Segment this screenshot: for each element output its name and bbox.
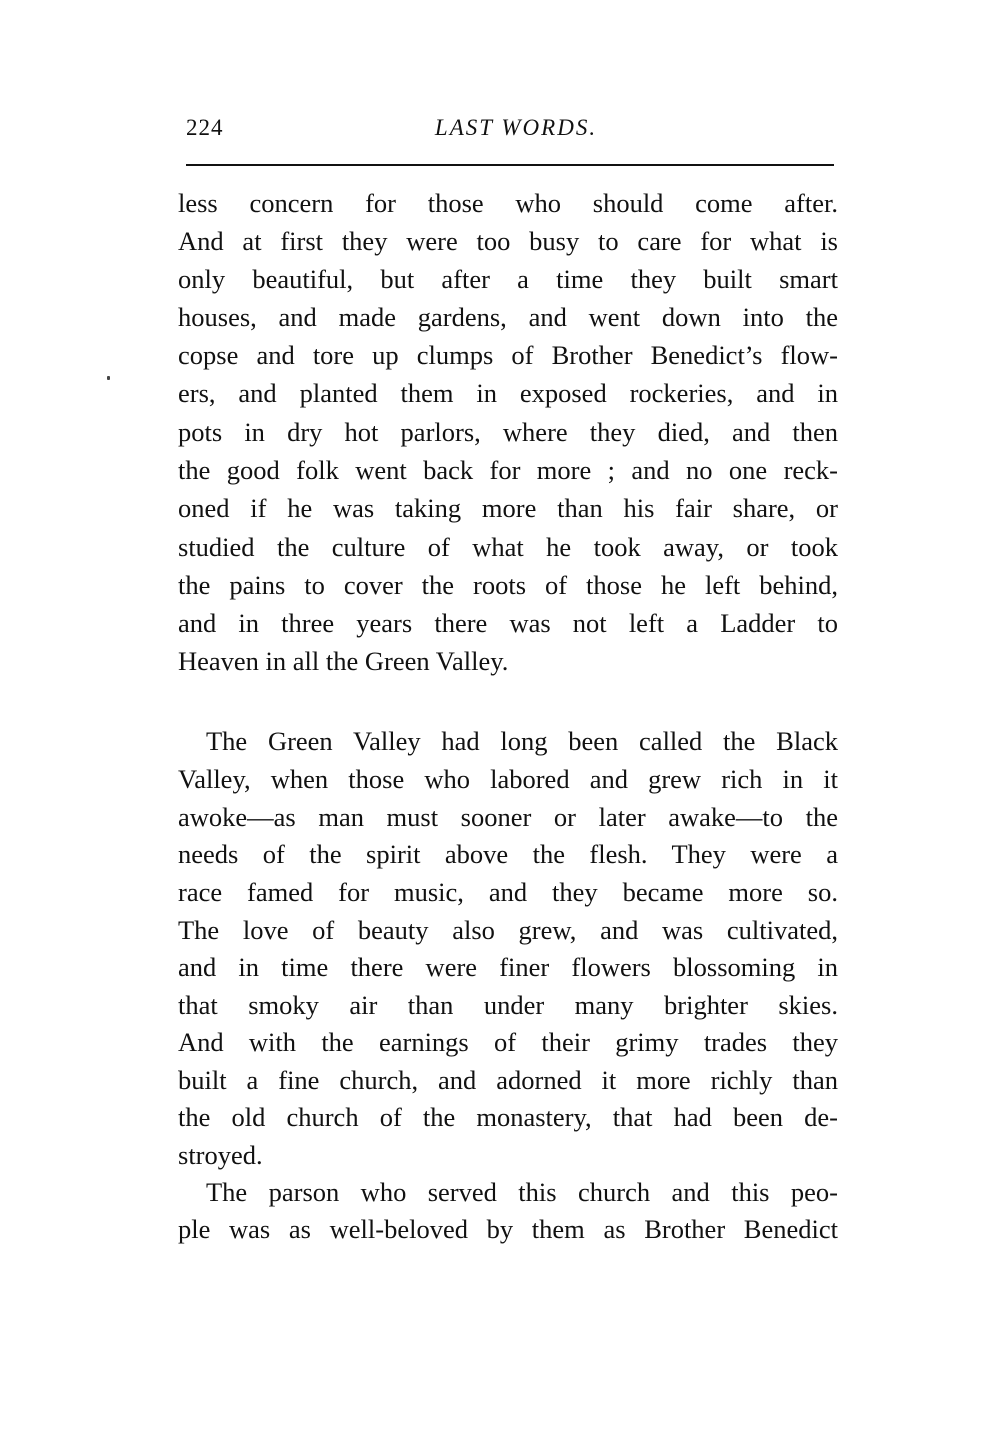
text-line: pots in dry hot parlors, where they died, and then — [178, 417, 838, 447]
text-line: Heaven in all the Green Valley. — [178, 646, 509, 676]
text-line: and in time there were finer flowers blossoming in — [178, 952, 838, 982]
text-line: race famed for music, and they became more so. — [178, 877, 838, 907]
text-line: less concern for those who should come after. — [178, 188, 838, 218]
header-rule — [186, 164, 834, 166]
text-line: stroyed. — [178, 1140, 263, 1170]
text-line: Valley, when those who labored and grew rich in it — [178, 764, 838, 794]
text-line: that smoky air than under many brighter skies. — [178, 990, 838, 1020]
text-line: and in three years there was not left a Ladder to — [178, 608, 838, 638]
text-line: The parson who served this church and this peo- — [206, 1177, 838, 1207]
page-number: 224 — [186, 115, 224, 140]
text-line: oned if he was taking more than his fair share, or — [178, 493, 838, 523]
running-head — [186, 112, 836, 144]
text-line: houses, and made gardens, and went down into the — [178, 302, 838, 332]
text-line: ple was as well-beloved by them as Brother Benedict — [178, 1214, 838, 1244]
text-line: the good folk went back for more ; and no one reck- — [178, 455, 838, 485]
text-line: The love of beauty also grew, and was cultivated, — [178, 915, 838, 945]
text-line: The Green Valley had long been called the Black — [206, 726, 838, 756]
text-line: And with the earnings of their grimy trades they — [178, 1027, 838, 1057]
scan-speck — [107, 376, 110, 380]
text-line: studied the culture of what he took away, or took — [178, 532, 838, 562]
text-line: copse and tore up clumps of Brother Benedict’s flow- — [178, 340, 838, 370]
text-line: built a fine church, and adorned it more richly than — [178, 1065, 838, 1095]
text-line: And at first they were too busy to care for what is — [178, 226, 838, 256]
running-title: LAST WORDS. — [434, 115, 598, 140]
text-line: awoke—as man must sooner or later awake—to the — [178, 802, 838, 832]
text-line: needs of the spirit above the flesh. They were a — [178, 839, 838, 869]
text-line: the old church of the monastery, that had been de- — [178, 1102, 838, 1132]
text-line: ers, and planted them in exposed rockeries, and in — [178, 378, 838, 408]
text-line: only beautiful, but after a time they built smart — [178, 264, 838, 294]
text-line: the pains to cover the roots of those he left behind, — [178, 570, 838, 600]
